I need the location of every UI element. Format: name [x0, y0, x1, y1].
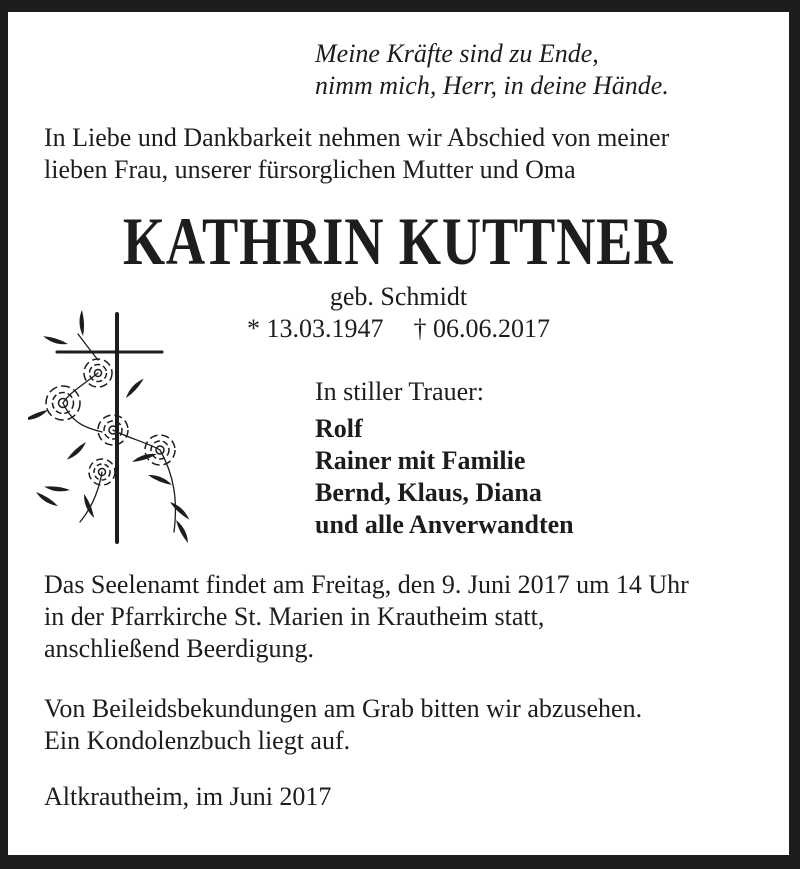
condolence-paragraph	[44, 693, 642, 757]
condolence-line-1: Von Beileidsbekundungen am Grab bitten wir abzusehen.	[44, 694, 643, 723]
epigraph	[315, 38, 669, 102]
mourner-name: Bernd, Klaus, Diana	[315, 478, 542, 507]
mourning-heading: In stiller Trauer:	[315, 377, 484, 406]
rose-stems	[63, 334, 175, 532]
deceased-name-heading	[8, 204, 789, 278]
mourner-name: Rolf	[315, 414, 363, 443]
mourner-list	[315, 413, 574, 541]
service-line-2: in der Pfarrkirche St. Marien in Krautheim statt,	[44, 602, 545, 631]
place-and-date: Altkrautheim, im Juni 2017	[44, 782, 332, 811]
service-line-3: anschließend Beerdigung.	[44, 634, 315, 663]
condolence-line-2: Ein Kondolenzbuch liegt auf.	[44, 726, 351, 755]
rose-leaves	[28, 310, 190, 543]
death-date: † 06.06.2017	[413, 314, 550, 343]
mourner-name: und alle Anverwandten	[315, 510, 574, 539]
epigraph-line-2: nimm mich, Herr, in deine Hände.	[315, 71, 669, 100]
birth-date: * 13.03.1947	[247, 314, 384, 343]
rose-blossoms	[46, 359, 175, 485]
intro-line-1: In Liebe und Dankbarkeit nehmen wir Abschied von meiner	[44, 123, 670, 152]
deceased-name: KATHRIN KUTTNER	[123, 203, 674, 279]
epigraph-line-1: Meine Kräfte sind zu Ende,	[315, 39, 599, 68]
service-paragraph	[44, 569, 689, 665]
maiden-name: geb. Schmidt	[329, 282, 468, 311]
mourner-name: Rainer mit Familie	[315, 446, 526, 475]
intro-paragraph	[44, 122, 669, 186]
cross-with-roses-illustration	[28, 310, 203, 545]
intro-line-2: lieben Frau, unserer fürsorglichen Mutter und Oma	[44, 155, 576, 184]
service-line-1: Das Seelenamt findet am Freitag, den 9. Juni 2017 um 14 Uhr	[44, 570, 689, 599]
